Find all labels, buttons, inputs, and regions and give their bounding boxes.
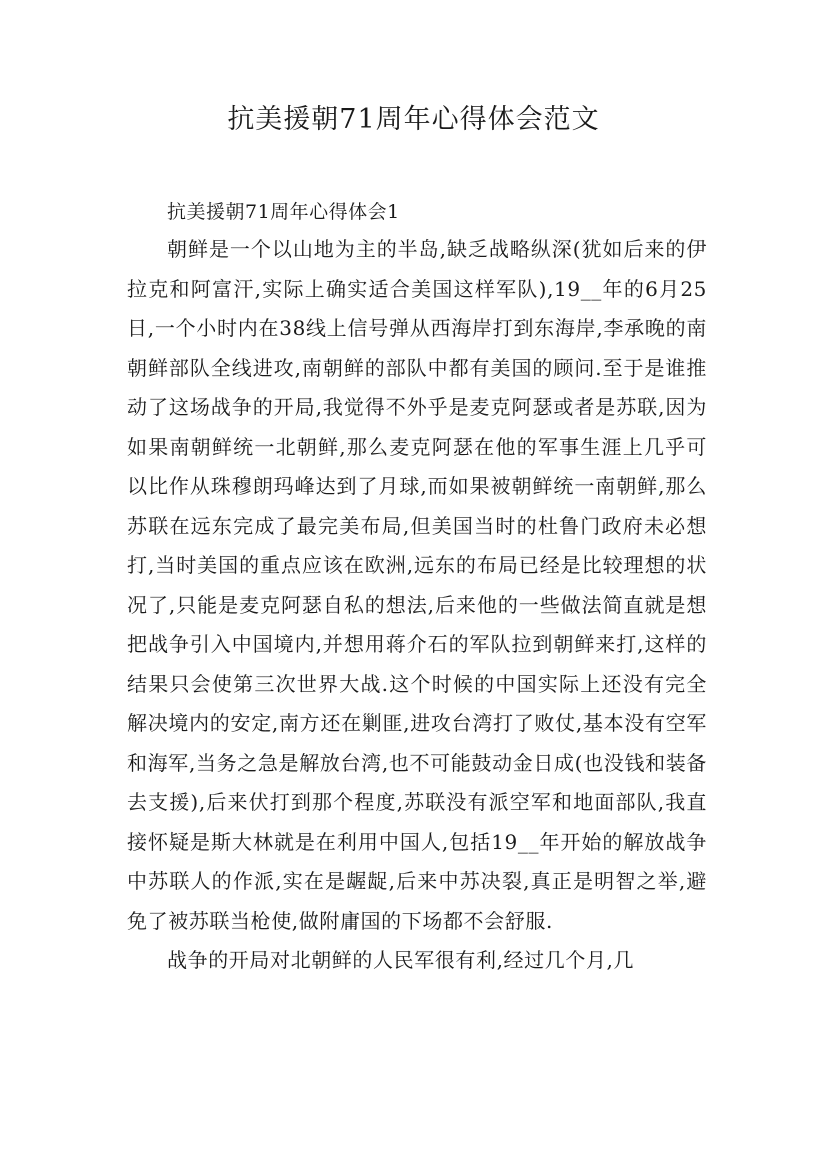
document-title: 抗美援朝71周年心得体会范文	[227, 104, 600, 135]
section-title: 抗美援朝71周年心得体会1	[167, 201, 400, 223]
document-body	[127, 194, 707, 981]
paragraph: 战争的开局对北朝鲜的人民军很有利,经过几个月,几	[167, 948, 635, 972]
paragraph: 朝鲜是一个以山地为主的半岛,缺乏战略纵深(犹如后来的伊拉克和阿富汗,实际上确实适合美国这样军队),19__年的6月25日,一个小时内在38线上信号弹从西海岸打到东海岸,李承晚的南朝鲜部队全线进攻,南朝鲜的部队中都有美国的顾问.至于是谁推动了这场战争的开局,我觉得不外乎是麦克阿瑟或者是苏联,因为如果南朝鲜统一北朝鲜,那么麦克阿瑟在他的军事生涯上几乎可以比作从珠穆朗玛峰达到了月球,而如果被朝鲜统一南朝鲜,那么苏联在远东完成了最完美布局,但美国当时的杜鲁门政府未必想打,当时美国的重点应该在欧洲,远东的布局已经是比较理想的状况了,只能是麦克阿瑟自私的想法,后来他的一些做法简直就是想把战争引入中国境内,并想用蒋介石的军队拉到朝鲜来打,这样的结果只会使第三次世界大战.这个时候的中国实际上还没有完全解决境内的安定,南方还在剿匪,进攻台湾打了败仗,基本没有空军和海军,当务之急是解放台湾,也不可能鼓动金日成(也没钱和装备去支援),后来伏打到那个程度,苏联没有派空军和地面部队,我直接怀疑是斯大林就是在利用中国人,包括19__年开始的解放战争中苏联人的作派,实在是龌龊,后来中苏决裂,真正是明智之举,避免了被苏联当枪使,做附庸国的下场都不会舒服.	[127, 237, 707, 933]
